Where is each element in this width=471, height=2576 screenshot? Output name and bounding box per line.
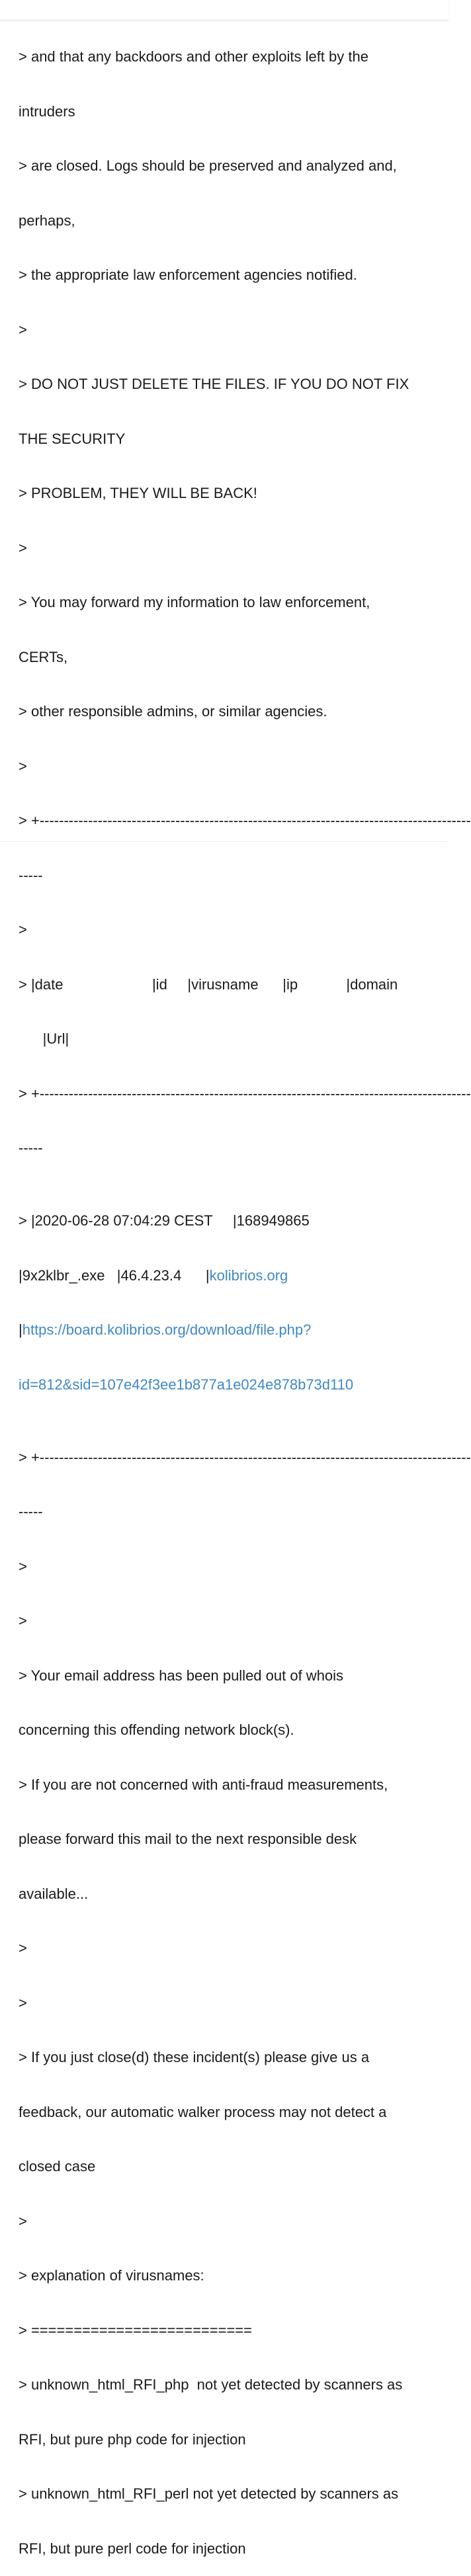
text-line: > (19, 1994, 27, 2011)
text-line: THE SECURITY (19, 430, 126, 447)
table-border-line: > +----------------------------------------------------------------------------------------- (19, 812, 471, 829)
text-line: RFI, but pure php code for injection (19, 2431, 246, 2448)
text-line: > unknown_html_RFI_php not yet detected by scanners as (19, 2376, 403, 2393)
url-link[interactable]: https://board.kolibrios.org/download/file.php? (22, 1321, 312, 1338)
text-line: > and that any backdoors and other exploits left by the (19, 48, 368, 65)
table-border-line: > +----------------------------------------------------------------------------------------- (19, 1448, 471, 1466)
text-line: > (19, 1940, 27, 1956)
text-line: > other responsible admins, or similar agencies. (19, 703, 327, 720)
table-border-line: > +----------------------------------------------------------------------------------------- (19, 1085, 471, 1102)
text-line: > (19, 757, 27, 774)
text-line: > (19, 2212, 27, 2229)
text-line: > If you just close(d) these incident(s) please give us a (19, 2049, 370, 2065)
text-line: > ========================== (19, 2321, 252, 2339)
text-line: > (19, 539, 27, 556)
top-app-bar (0, 0, 449, 21)
table-header-line: |Url| (19, 1030, 69, 1047)
text-line: > (19, 1612, 27, 1629)
text-line: > (19, 1558, 27, 1575)
domain-link[interactable]: kolibrios.org (209, 1267, 288, 1284)
table-border-line: ----- (19, 866, 43, 884)
text-line: > PROBLEM, THEY WILL BE BACK! (19, 485, 257, 501)
text-line: > unknown_html_RFI_perl not yet detected by scanners as (19, 2485, 399, 2502)
text-line: > explanation of virusnames: (19, 2267, 204, 2284)
table-row-line (19, 1267, 431, 1285)
text-line: intruders (19, 103, 75, 120)
table-row-line (19, 1376, 431, 1394)
text-line: > are closed. Logs should be preserved and analyzed and, (19, 157, 397, 174)
file-ip-text: |9x2klbr_.exe |46.4.23.4 | (19, 1267, 210, 1284)
text-line: > DO NOT JUST DELETE THE FILES. IF YOU DO NOT FIX (19, 376, 409, 392)
email-body[interactable] (19, 11, 471, 2576)
table-header-line: > |date |id |virusname |ip |domain (19, 976, 398, 993)
text-line: > You may forward my information to law enforcement, (19, 594, 370, 610)
text-line: available... (19, 1885, 89, 1902)
text-line: concerning this offending network block(s). (19, 1722, 294, 1738)
text-line: perhaps, (19, 212, 75, 229)
table-row-line: > |2020-06-28 07:04:29 CEST |168949865 (19, 1212, 310, 1229)
text-line: please forward this mail to the next responsible desk (19, 1831, 357, 1847)
text-line: closed case (19, 2158, 96, 2175)
table-border-line: ----- (19, 1503, 43, 1520)
text-line: > Your email address has been pulled out of whois (19, 1667, 344, 1684)
bottom-edge (0, 841, 449, 847)
text-line: > the appropriate law enforcement agencies notified. (19, 267, 357, 283)
text-line: RFI, but pure perl code for injection (19, 2540, 246, 2557)
column-separator: | (19, 1321, 22, 1338)
text-line: > (19, 921, 27, 938)
text-line: > If you are not concerned with anti-fraud measurements, (19, 1776, 388, 1793)
text-line: > (19, 321, 27, 338)
table-row-line (19, 1321, 431, 1339)
text-line: feedback, our automatic walker process may not detect a (19, 2103, 387, 2120)
url-link-continued[interactable]: id=812&sid=107e42f3ee1b877a1e024e878b73d110 (19, 1376, 354, 1393)
table-border-line: ----- (19, 1140, 43, 1156)
text-line: CERTs, (19, 648, 68, 665)
